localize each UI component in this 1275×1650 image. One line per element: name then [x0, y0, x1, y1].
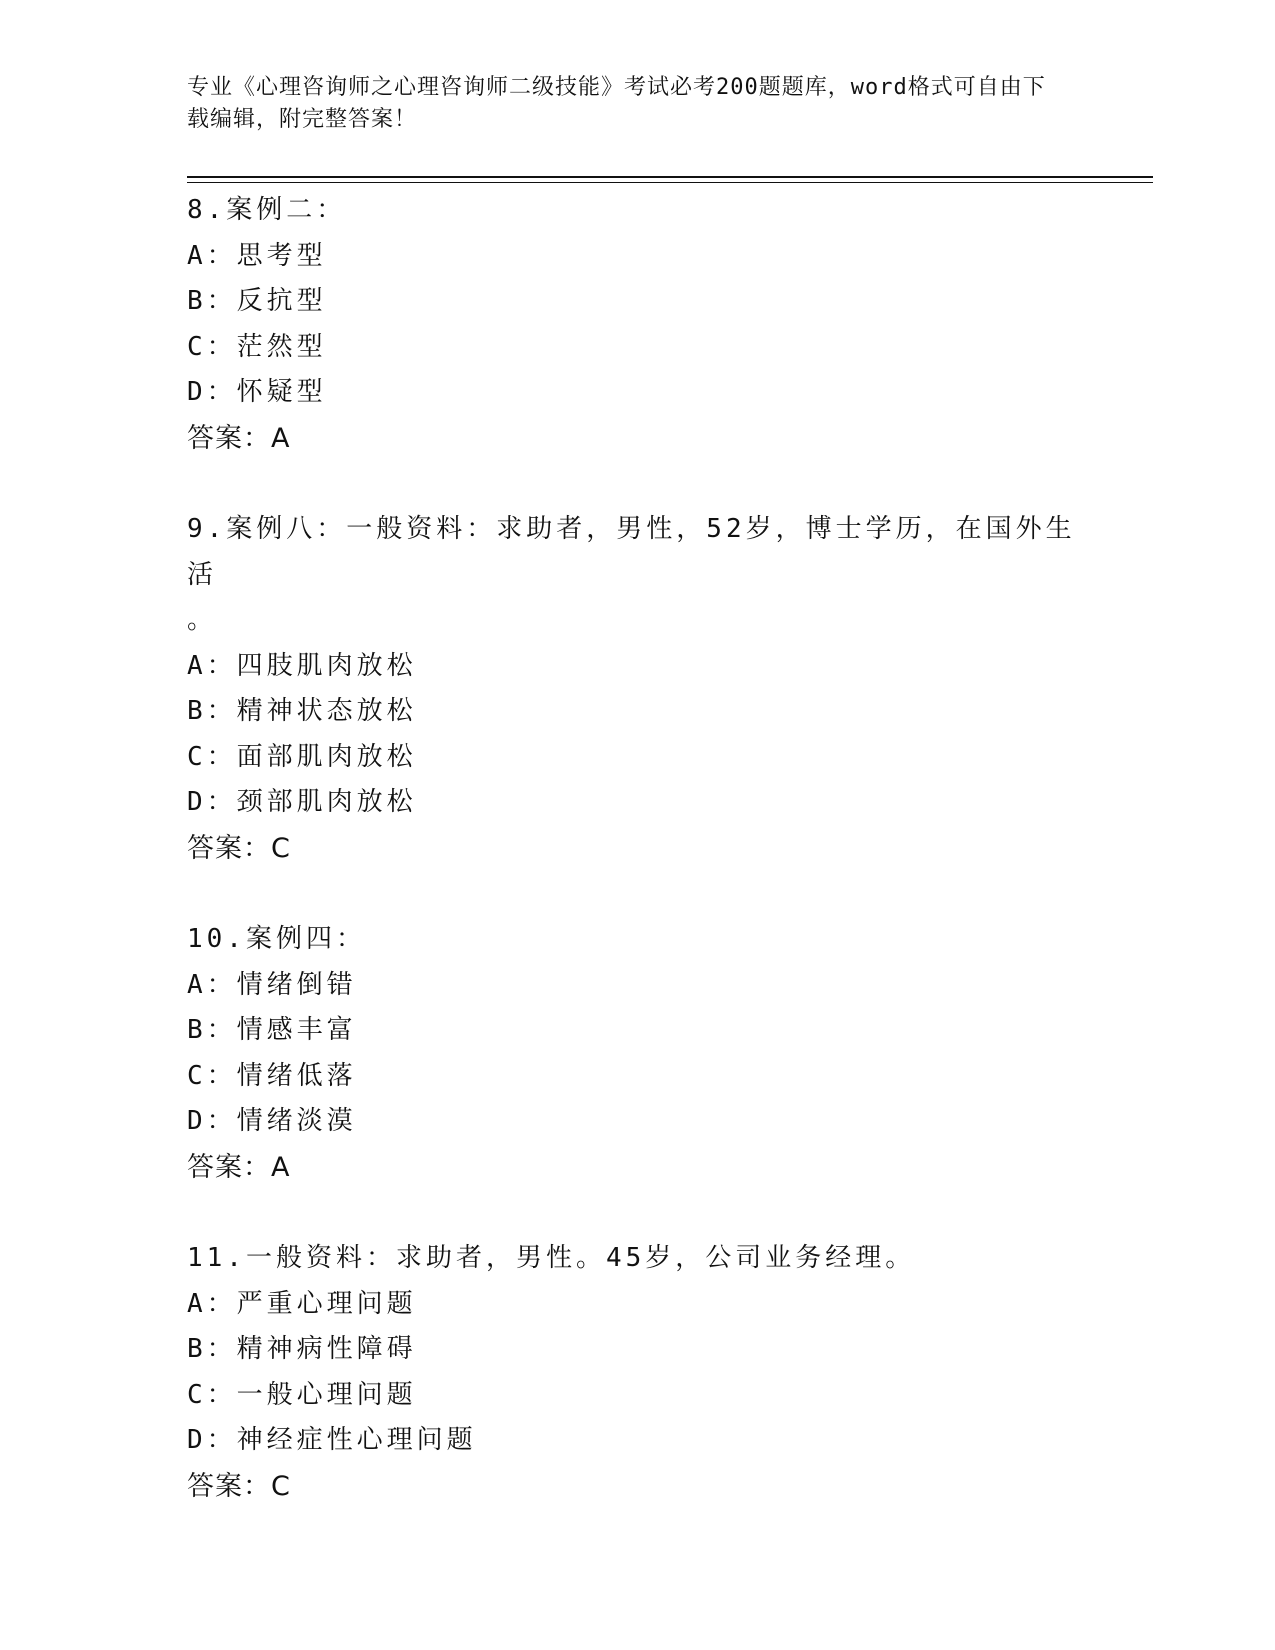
option-c: C：面部肌肉放松 — [187, 741, 417, 772]
answer-line: 答案：C — [187, 832, 291, 864]
option-d: D：神经症性心理问题 — [187, 1425, 477, 1455]
option-b: B：精神状态放松 — [187, 696, 417, 726]
option-c: C：一般心理问题 — [187, 1379, 417, 1410]
option-b: B：情感丰富 — [187, 1015, 357, 1045]
header-divider-thick — [187, 176, 1153, 178]
document-header: 专业《心理咨询师之心理咨询师二级技能》考试必考200题题库，word格式可自由下载编辑，附完整答案！ — [187, 75, 1046, 132]
answer-line: 答案：A — [187, 422, 291, 454]
option-c: C：情绪低落 — [187, 1060, 357, 1091]
question-9 — [187, 507, 1087, 871]
question-stem: 11.一般资料：求助者，男性。45岁，公司业务经理。 — [187, 1243, 916, 1273]
question-stem: 10.案例四： — [187, 924, 366, 954]
answer-line: 答案：A — [187, 1151, 291, 1183]
option-a: A：情绪倒错 — [187, 969, 357, 1000]
question-10 — [187, 917, 1087, 1190]
answer-line: 答案：C — [187, 1470, 291, 1502]
option-a: A：四肢肌肉放松 — [187, 650, 417, 681]
question-11 — [187, 1236, 1087, 1509]
question-stem: 9.案例八：一般资料：求助者，男性，52岁，博士学历，在国外生活 — [187, 514, 1076, 590]
option-b: B：反抗型 — [187, 286, 327, 316]
option-c: C：茫然型 — [187, 331, 327, 362]
question-8 — [187, 188, 1087, 461]
option-a: A：思考型 — [187, 240, 327, 271]
question-stem-continuation: 。 — [187, 605, 218, 635]
option-d: D：颈部肌肉放松 — [187, 787, 417, 817]
option-d: D：怀疑型 — [187, 377, 327, 407]
option-b: B：精神病性障碍 — [187, 1334, 417, 1364]
question-stem: 8.案例二： — [187, 195, 347, 225]
question-list — [187, 188, 1087, 1555]
header-divider-thin — [187, 182, 1153, 183]
option-a: A：严重心理问题 — [187, 1288, 417, 1319]
option-d: D：情绪淡漠 — [187, 1106, 357, 1136]
